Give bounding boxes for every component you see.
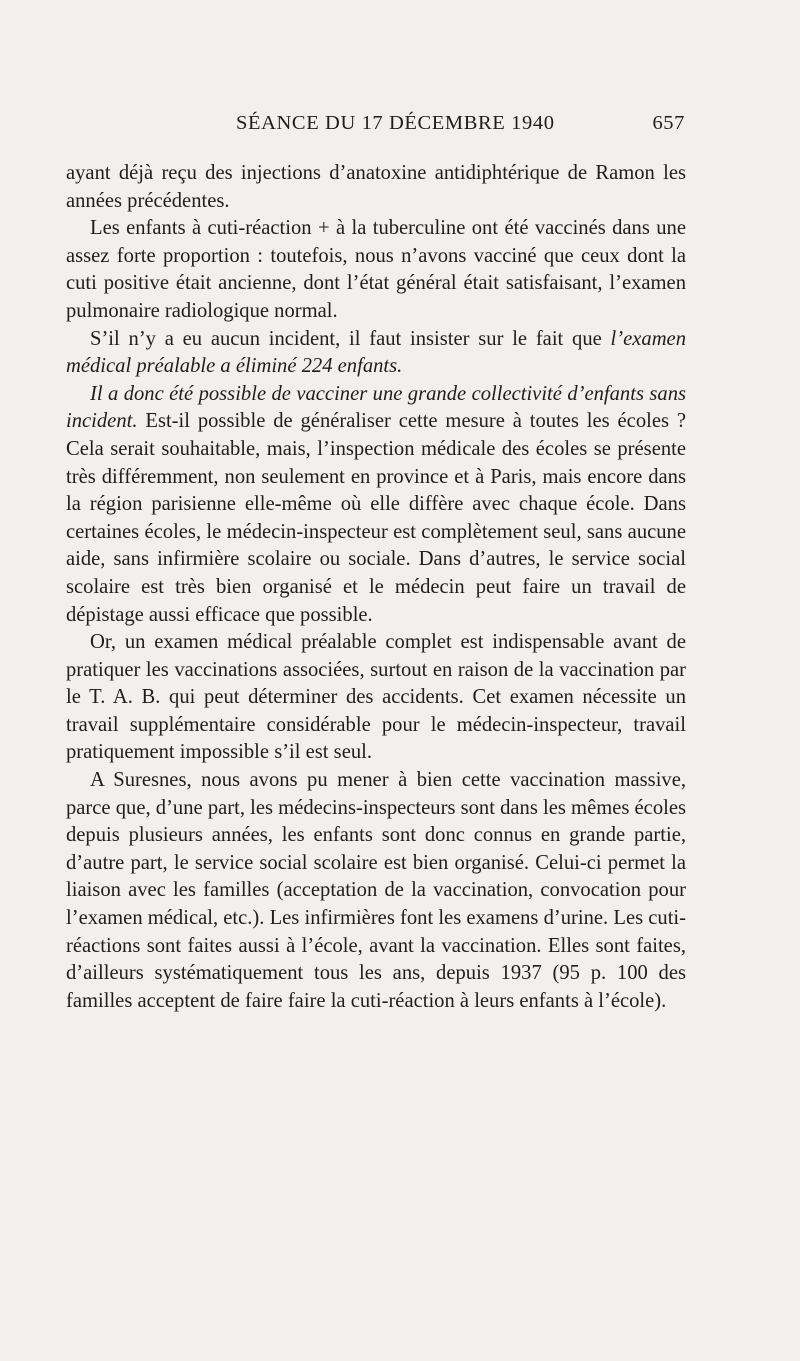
page-number: 657 — [652, 112, 685, 134]
paragraph-examen-prealable: Or, un examen médical préalable complet est indispensable avant de pratiquer les vaccinations associées, surtout en raison de la vaccination par le T. A. B. qui peut déterminer des accidents. Cet examen nécessite un travail supplémentaire considérable pour le médecin-inspecteur, travail pratiquement impossible s’il est seul. — [66, 631, 686, 764]
running-head-title: SÉANCE DU 17 DÉCEMBRE 1940 — [236, 112, 555, 134]
paragraph-cuti-reaction: Les enfants à cuti-réaction + à la tuberculine ont été vaccinés dans une assez forte proportion : toutefois, nous n’avons vacciné que ceux dont la cuti positive était ancienne, dont l’état général était satisfaisant, l’examen pulmonaire radiologique normal. — [66, 217, 686, 322]
paragraph-no-incident — [66, 326, 686, 381]
emphasis-collectivite: Il a donc été possible de vacciner une grande collectivité d’enfants sans incident. — [66, 382, 686, 433]
body-text — [66, 160, 686, 1015]
paragraph-generalisation-rest: Est-il possible de généraliser cette mesure à toutes les écoles ? Cela serait souhaitable, mais, l’inspection médicale des écoles se présente très différemment, non seulement en province et à Paris, mais encore dans la région parisienne elle-même où elle diffère avec chaque école. Dans certaines écoles, le médecin-inspecteur est complètement seul, sans aucune aide, sans infirmière scolaire ou sociale. Dans d’autres, le service social scolaire est très bien organisé et le médecin peut faire un travail de dépistage aussi efficace que possible. — [66, 410, 686, 626]
paragraph-generalisation — [66, 381, 686, 629]
paragraph-continued: ayant déjà reçu des injections d’anatoxine antidiphtérique de Ramon les années précédentes. — [66, 162, 686, 212]
running-head — [236, 112, 685, 144]
paragraph-suresnes: A Suresnes, nous avons pu mener à bien cette vaccination massive, parce que, d’une part, les médecins-inspecteurs sont dans les mêmes écoles depuis plusieurs années, les enfants sont donc connus en grande partie, d’autre part, le service social scolaire est bien organisé. Celui-ci permet la liaison avec les familles (acceptation de la vaccination, convocation pour l’examen médical, etc.). Les infirmières font les examens d’urine. Les cuti-réactions sont faites aussi à l’école, avant la vaccination. Elles sont faites, d’ailleurs systématiquement tous les ans, depuis 1937 (95 p. 100 des familles acceptent de faire faire la cuti-réaction à leurs enfants à l’école). — [66, 769, 686, 1012]
emphasis-examen-medical: l’examen médical préalable a éliminé 224 enfants. — [66, 327, 686, 378]
paragraph-no-incident-lead: S’il n’y a eu aucun incident, il faut insister sur le fait que — [90, 327, 611, 350]
